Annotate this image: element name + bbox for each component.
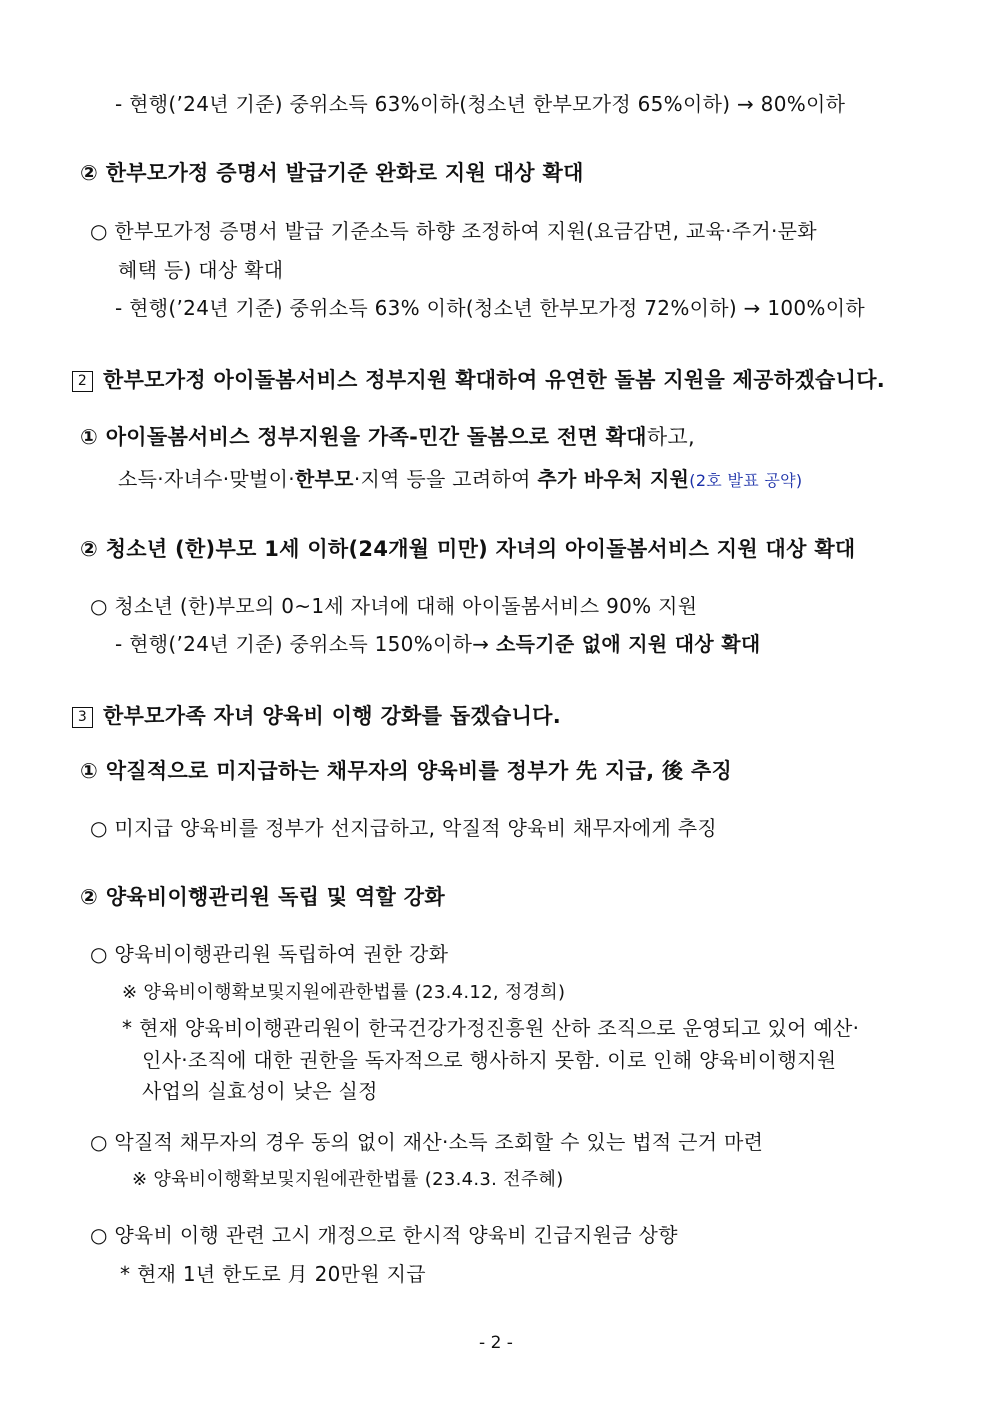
detail-text: ·지역 등을 고려하여	[353, 467, 538, 491]
note-law-reference-2: ※ 양육비이행확보및지원에관한법률 (23.4.3. 전주혜)	[132, 1169, 564, 1190]
bullet-certificate-criteria-cont: 혜택 등) 대상 확대	[118, 258, 284, 282]
current-criteria-line-2: - 현행(’24년 기준) 중위소득 63% 이하(청소년 한부모가정 72%이하) → 100%이하	[115, 296, 865, 320]
criteria-text-bold: 소득기준 없애 지원 대상 확대	[495, 632, 761, 656]
detail-text-bold: 추가 바우처 지원	[537, 467, 690, 491]
item-heading-text: 하고,	[646, 425, 695, 449]
item-heading-agency-independence: ② 양육비이행관리원 독립 및 역할 강화	[80, 885, 445, 909]
bullet-legal-basis: ○ 악질적 채무자의 경우 동의 없이 재산·소득 조회할 수 있는 법적 근거 마련	[90, 1130, 764, 1154]
item-heading-single-parent-certificate: ② 한부모가정 증명서 발급기준 완화로 지원 대상 확대	[80, 161, 584, 185]
bullet-emergency-support: ○ 양육비 이행 관련 고시 개정으로 한시적 양육비 긴급지원금 상향	[90, 1223, 678, 1247]
section-3-heading	[72, 703, 561, 729]
note-current-status-2: 인사·조직에 대한 권한을 독자적으로 행사하지 못함. 이로 인해 양육비이행지원	[142, 1048, 837, 1072]
section-2-heading	[72, 367, 885, 393]
section-3-title: 한부모가족 자녀 양육비 이행 강화를 돕겠습니다.	[103, 704, 562, 728]
note-current-limit: * 현재 1년 한도로 月 20만원 지급	[120, 1262, 426, 1286]
section-3-number-box: 3	[72, 707, 93, 728]
current-criteria-line-1: - 현행(’24년 기준) 중위소득 63%이하(청소년 한부모가정 65%이하) → 80%이하	[115, 92, 846, 116]
detail-text: 소득·자녀수·맞벌이·	[118, 467, 295, 491]
section-2-number-box: 2	[72, 371, 93, 392]
item-heading-teen-parent: ② 청소년 (한)부모 1세 이하(24개월 미만) 자녀의 아이돌봄서비스 지원 대상 확대	[80, 537, 856, 561]
page-number: - 2 -	[479, 1333, 513, 1353]
item-detail-voucher	[118, 466, 802, 494]
item-heading-childcare-expansion	[80, 424, 695, 450]
note-law-reference-1: ※ 양육비이행확보및지원에관한법률 (23.4.12, 정경희)	[122, 982, 566, 1003]
bullet-advance-payment: ○ 미지급 양육비를 정부가 선지급하고, 악질적 양육비 채무자에게 추징	[90, 816, 718, 840]
note-current-status-3: 사업의 실효성이 낮은 실정	[142, 1079, 378, 1103]
criteria-text: - 현행(’24년 기준) 중위소득 150%이하→	[115, 632, 496, 656]
section-2-title: 한부모가정 아이돌봄서비스 정부지원 확대하여 유연한 돌봄 지원을 제공하겠습니다.	[103, 368, 886, 392]
bullet-teen-parent-support: ○ 청소년 (한)부모의 0~1세 자녀에 대해 아이돌봄서비스 90% 지원	[90, 594, 698, 618]
bullet-agency-independence: ○ 양육비이행관리원 독립하여 권한 강화	[90, 942, 449, 966]
pledge-reference: (2호 발표 공약)	[689, 471, 803, 490]
note-current-status-1: * 현재 양육비이행관리원이 한국건강가정진흥원 산하 조직으로 운영되고 있어 예산·	[122, 1016, 860, 1040]
current-criteria-line-3	[115, 631, 760, 657]
item-heading-advance-payment: ① 악질적으로 미지급하는 채무자의 양육비를 정부가 先 지급, 後 추징	[80, 759, 733, 783]
detail-text-bold: 한부모	[294, 467, 354, 491]
item-heading-text-bold: ① 아이돌봄서비스 정부지원을 가족-민간 돌봄으로 전면 확대	[80, 425, 647, 449]
bullet-certificate-criteria: ○ 한부모가정 증명서 발급 기준소득 하향 조정하여 지원(요금감면, 교육·주거·문화	[90, 219, 817, 243]
